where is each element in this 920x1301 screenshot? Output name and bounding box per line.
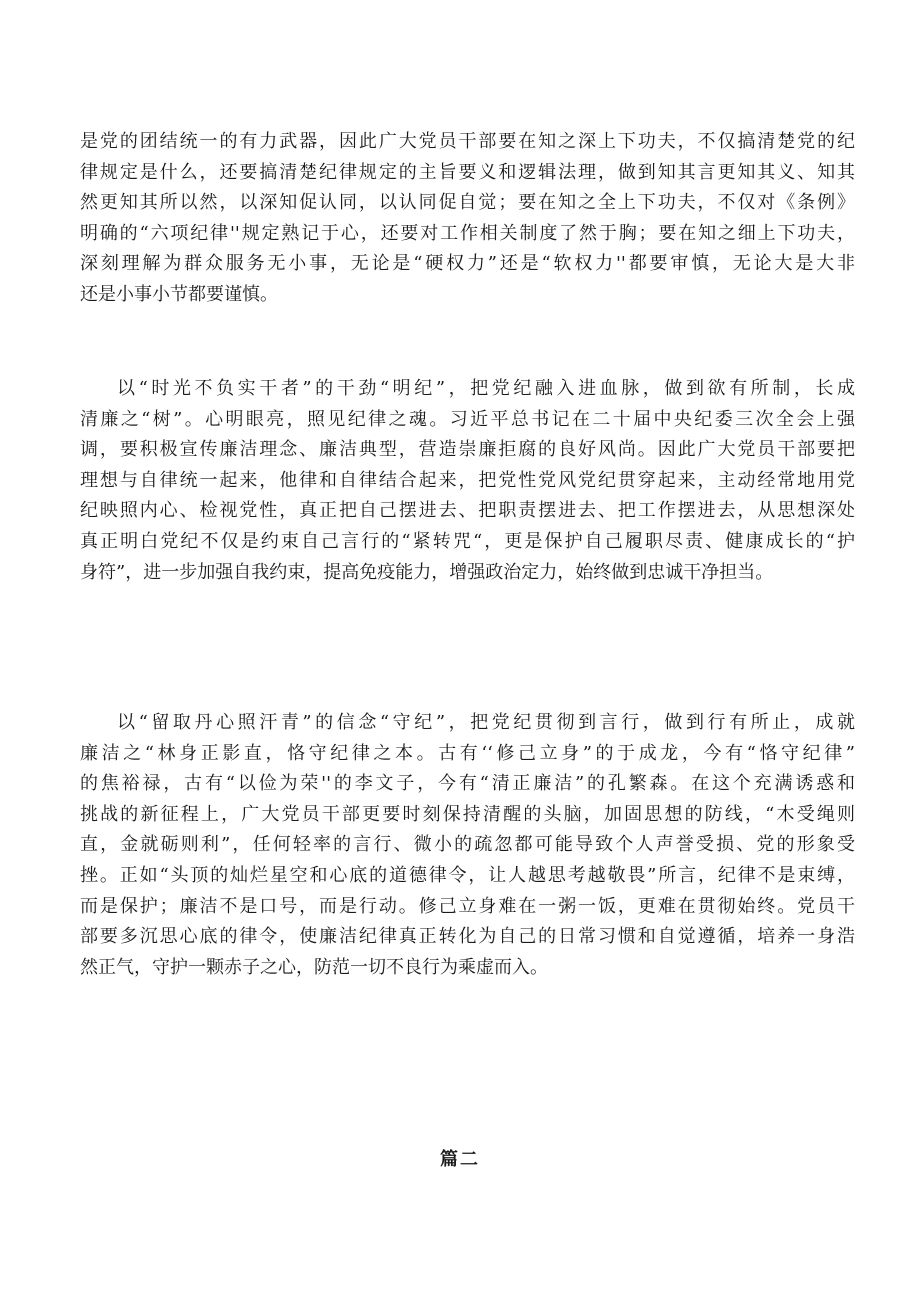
paragraph-line: 以“时光不负实干者”的干劲“明纪”，把党纪融入进血脉，做到欲有所制，长成: [117, 378, 855, 399]
paragraph-line: 身符”，进一步加强自我约束，提高免疫能力，增强政治定力，始终做到忠诚干净担当。: [80, 561, 774, 583]
paragraph-line: 明确的“六项纪律''规定熟记于心，还要对工作相关制度了然于胸；要在知之细上下功夫，: [80, 222, 855, 244]
paragraph-line: 是党的团结统一的有力武器，因此广大党员干部要在知之深上下功夫，不仅搞清楚党的纪: [80, 131, 855, 152]
paragraph-1: [80, 127, 855, 311]
paragraph-line: 直，金就砺则利”，任何轻率的言行、微小的疏忽都可能导致个人声誉受损、党的形象受: [80, 834, 855, 856]
paragraph-line: 部要多沉思心底的律令，使廉洁纪律真正转化为自己的日常习惯和自觉遵循，培养一身浩: [80, 926, 855, 948]
paragraph-line: 廉洁之“林身正影直，恪守纪律之本。古有‘‘修己立身”的于成龙，今有“恪守纪律”: [80, 742, 855, 764]
paragraph-2: [80, 374, 855, 588]
paragraph-line: 清廉之“树”。心明眼亮，照见纪律之魂。习近平总书记在二十届中央纪委三次全会上强: [80, 408, 855, 430]
paragraph-line: 以“留取丹心照汗青”的信念“守纪”，把党纪贯彻到言行，做到行有所止，成就: [117, 712, 855, 733]
paragraph-line: 深刻理解为群众服务无小事，无论是“硬权力”还是“软权力''都要审慎，无论大是大非: [80, 253, 855, 275]
paragraph-line: 理想与自律统一起来，他律和自律结合起来，把党性党风党纪贯穿起来，主动经常地用党: [80, 469, 855, 491]
paragraph-line: 律规定是什么，还要搞清楚纪律规定的主旨要义和逻辑法理，做到知其言更知其义、知其: [80, 161, 855, 183]
paragraph-line: 然正气，守护一颗赤子之心，防范一切不良行为乘虚而入。: [80, 956, 548, 978]
paragraph-line: 真正明白党纪不仅是约束自己言行的“紧转咒“，更是保护自己履职尽责、健康成长的“护: [80, 530, 855, 552]
paragraph-line: 挑战的新征程上，广大党员干部更要时刻保持清醒的头脑，加固思想的防线，“木受绳则: [80, 803, 855, 825]
paragraph-line: 而是保护；廉洁不是口号，而是行动。修己立身难在一粥一饭，更难在贯彻始终。党员干: [80, 895, 855, 917]
paragraph-line: 然更知其所以然，以深知促认同，以认同促自觉；要在知之全上下功夫，不仅对《条例》: [80, 192, 855, 214]
paragraph-line: 纪映照内心、检视党性，真正把自己摆进去、把职责摆进去、把工作摆进去，从思想深处: [80, 500, 855, 522]
section-heading: 篇二: [440, 1149, 480, 1170]
paragraph-line: 调，要积极宣传廉洁理念、廉洁典型，营造崇廉拒腐的良好风尚。因此广大党员干部要把: [80, 439, 855, 461]
paragraph-line: 的焦裕禄，古有“以俭为荣''的李文子，今有“清正廉洁”的孔繁森。在这个充满诱惑和: [80, 773, 855, 795]
paragraph-line: 还是小事小节都要谨慎。: [80, 283, 278, 305]
paragraph-line: 挫。正如“头顶的灿烂星空和心底的道德律令，让人越思考越敬畏”所言，纪律不是束缚，: [80, 864, 855, 886]
paragraph-3: [80, 708, 855, 983]
